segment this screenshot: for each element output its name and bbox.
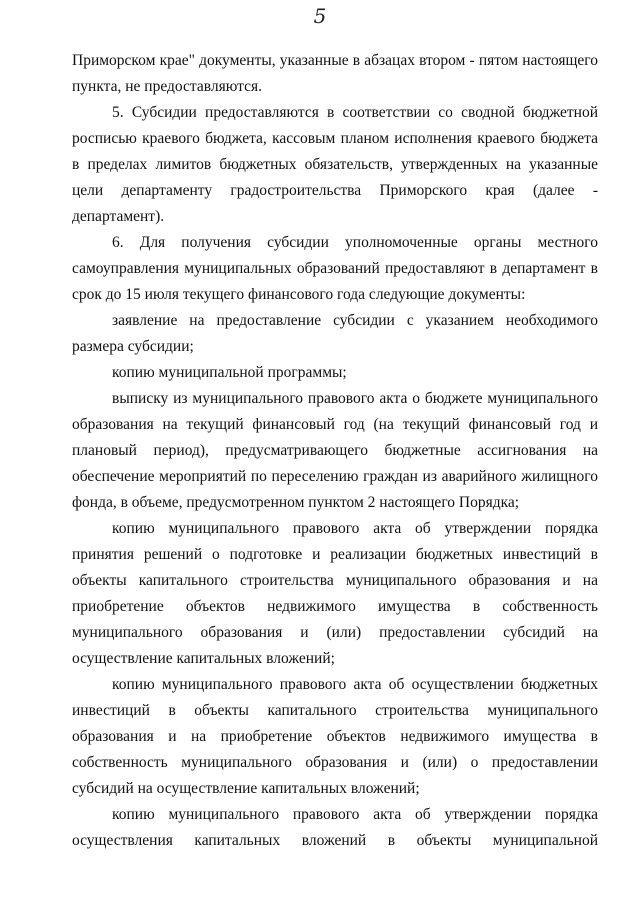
list-item-investment-act: копию муниципального правового акта об осуществлении бюджетных инвестиций в объекты капитального строительства муниципального образования и на приобретение объектов недвижимого имущества в собственность муниципального образования и (или) о предоставлении субсидий на осуществление капитальных вложений; (72, 676, 598, 797)
list-item-application: заявление на предоставление субсидии с указанием необходимого размера субсидии; (72, 312, 598, 355)
paragraph-item-6: 6. Для получения субсидии уполномоченные органы местного самоуправления муниципальных образований предоставляют в департамент в срок до 15 июля текущего финансового года следующие документы: (72, 234, 598, 303)
list-item-program-copy: копию муниципальной программы; (112, 364, 347, 381)
paragraph-continuation: Приморском крае" документы, указанные в абзацах втором - пятом настоящего пункта, не предоставляются. (72, 52, 598, 95)
list-item-decision-procedure: копию муниципального правового акта об утверждении порядка принятия решений о подготовке и реализации бюджетных инвестиций в объекты капитального строительства муниципального образования и на приобретение объектов недвижимого имущества в собственность муниципального образования и (или) предоставлении субсидий на осуществление капитальных вложений; (72, 520, 598, 667)
paragraph-item-5: 5. Субсидии предоставляются в соответствии со сводной бюджетной росписью краевого бюджета, кассовым планом исполнения краевого бюджета в пределах лимитов бюджетных обязательств, утвержденных на указанные цели департаменту градостроительства Приморского края (далее - департамент). (72, 104, 598, 225)
document-body (72, 48, 598, 854)
page-number: 5 (313, 4, 327, 28)
list-item-capital-investment-procedure: копию муниципального правового акта об утверждении порядка осуществления капитальных вложений в объекты муниципальной (72, 806, 598, 849)
list-item-budget-extract: выписку из муниципального правового акта о бюджете муниципального образования на текущий финансовый год (на текущий финансовый год и плановый период), предусматривающего бюджетные ассигнования на обеспечение мероприятий по переселению граждан из аварийного жилищного фонда, в объеме, предусмотренном пунктом 2 настоящего Порядка; (72, 390, 598, 511)
